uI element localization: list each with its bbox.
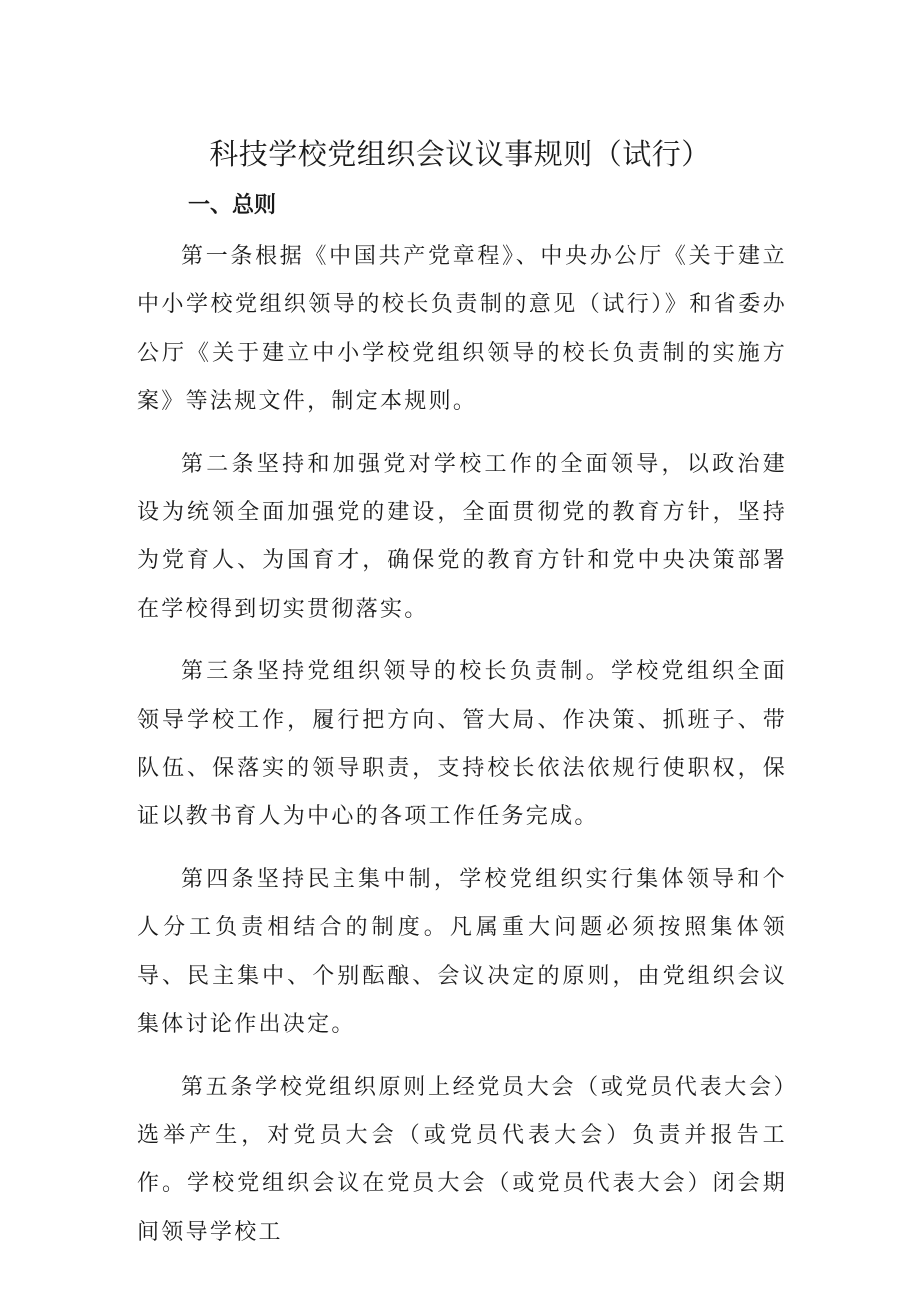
article-3-paragraph: 第三条坚持党组织领导的校长负责制。学校党组织全面领导学校工作，履行把方向、管大局、作决策、抓班子、带队伍、保落实的领导职责，支持校长依法依规行使职权，保证以教书育人为中心的各项工作任务完成。 [137,659,787,830]
document-body [137,233,787,1271]
section-heading: 一、总则 [188,193,277,218]
article-5-paragraph: 第五条学校党组织原则上经党员大会（或党员代表大会）选举产生，对党员大会（或党员代表大会）负责并报告工作。学校党组织会议在党员大会（或党员代表大会）闭会期间领导学校工 [137,1074,787,1245]
article-4-paragraph: 第四条坚持民主集中制，学校党组织实行集体领导和个人分工负责相结合的制度。凡属重大问题必须按照集体领导、民主集中、个别酝酿、会议决定的原则，由党组织会议集体讨论作出决定。 [137,866,787,1038]
article-1-paragraph: 第一条根据《中国共产党章程》、中央办公厅《关于建立中小学校党组织领导的校长负责制的意见（试行）》和省委办公厅《关于建立中小学校党组织领导的校长负责制的实施方案》等法规文件，制定本规则。 [137,244,787,415]
article-2-paragraph: 第二条坚持和加强党对学校工作的全面领导，以政治建设为统领全面加强党的建设，全面贯彻党的教育方针，坚持为党育人、为国育才，确保党的教育方针和党中央决策部署在学校得到切实贯彻落实。 [137,451,787,622]
document-title: 科技学校党组织会议议事规则（试行） [209,137,711,171]
